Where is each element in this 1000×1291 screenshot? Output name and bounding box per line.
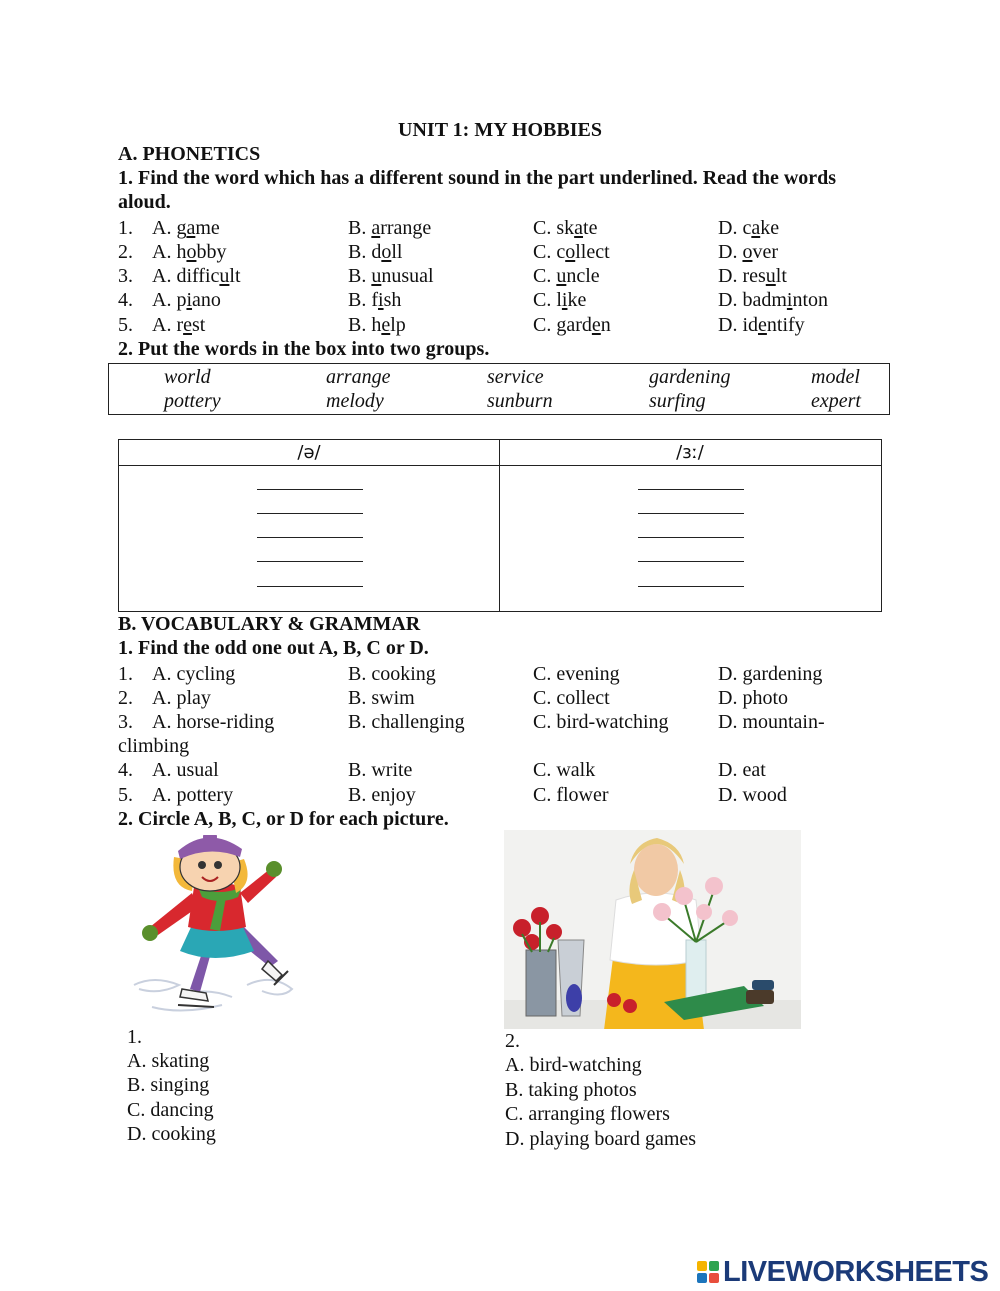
word-box-item: model [811,366,860,388]
answer-option-d[interactable]: D. badminton [718,289,829,311]
q1-instruction-line1: 1. Find the word which has a different sound in the part underlined. Read the words [118,167,837,189]
picture-2-option-a[interactable]: A. bird-watching [505,1054,642,1076]
answer-option-b[interactable]: B. unusual [348,265,434,287]
answer-option-b[interactable]: B. arrange [348,217,432,239]
question-number: 5. [118,784,133,806]
word-box-item: sunburn [487,390,553,412]
picture-1-option-a[interactable]: A. skating [127,1050,210,1072]
answer-option-a[interactable]: A. hobby [152,241,227,263]
answer-option-a[interactable]: A. horse-riding [152,711,275,733]
answer-option-b[interactable]: B. doll [348,241,403,263]
answer-option-b[interactable]: B. help [348,314,406,336]
picture-1-option-c[interactable]: C. dancing [127,1099,214,1121]
question-number: 3. [118,265,133,287]
question-number: 2. [118,687,133,709]
table-header-divider [119,465,881,466]
answer-option-c[interactable]: C. collect [533,241,610,263]
answer-option-a[interactable]: A. piano [152,289,221,311]
logo-tile [697,1261,707,1271]
answer-option-a[interactable]: A. cycling [152,663,236,685]
section-a-heading: A. PHONETICS [118,143,261,165]
answer-option-b[interactable]: B. swim [348,687,415,709]
question-number: 3. [118,711,133,733]
word-box [108,363,890,415]
answer-option-d[interactable]: D. gardening [718,663,823,685]
picture-1-number: 1. [127,1026,142,1048]
picture-1-option-d[interactable]: D. cooking [127,1123,216,1145]
logo-tile [709,1273,719,1283]
answer-option-b[interactable]: B. cooking [348,663,436,685]
answer-option-d[interactable]: D. wood [718,784,787,806]
answer-blank-er-3[interactable] [638,537,744,538]
schwa-column-header: /ə/ [297,442,321,463]
answer-option-c[interactable]: C. garden [533,314,611,336]
sound-groups-table [118,439,882,612]
picture-2-number: 2. [505,1030,520,1052]
b-q1-instruction: 1. Find the odd one out A, B, C or D. [118,637,429,659]
q2-instruction: 2. Put the words in the box into two groups. [118,338,490,360]
answer-option-b[interactable]: B. write [348,759,413,781]
b-q2-instruction: 2. Circle A, B, C, or D for each picture. [118,808,449,830]
word-box-item: world [164,366,211,388]
logo-tile [709,1261,719,1271]
continuation-text: climbing [118,735,190,757]
answer-blank-er-4[interactable] [638,561,744,562]
answer-option-a[interactable]: A. difficult [152,265,241,287]
answer-option-b[interactable]: B. enjoy [348,784,416,806]
answer-option-c[interactable]: C. bird-watching [533,711,669,733]
answer-option-a[interactable]: A. usual [152,759,219,781]
answer-option-b[interactable]: B. challenging [348,711,465,733]
answer-option-c[interactable]: C. evening [533,663,620,685]
word-box-item: expert [811,390,861,412]
er-column-header: /ɜː/ [676,442,704,463]
answer-option-d[interactable]: D. over [718,241,778,263]
answer-option-d[interactable]: D. eat [718,759,766,781]
answer-option-c[interactable]: C. skate [533,217,598,239]
answer-blank-schwa-4[interactable] [257,561,363,562]
logo-tile [697,1273,707,1283]
question-number: 2. [118,241,133,263]
q1-instruction-line2: aloud. [118,191,171,213]
answer-blank-schwa-3[interactable] [257,537,363,538]
question-number: 1. [118,217,133,239]
section-b-heading: B. VOCABULARY & GRAMMAR [118,613,421,635]
question-number: 4. [118,289,133,311]
answer-blank-schwa-2[interactable] [257,513,363,514]
question-number: 1. [118,663,133,685]
answer-option-c[interactable]: C. flower [533,784,609,806]
liveworksheets-logo-icon [697,1261,719,1283]
skating-girl-picture [122,835,310,1025]
word-box-item: melody [326,390,384,412]
picture-1-option-b[interactable]: B. singing [127,1074,210,1096]
liveworksheets-logo[interactable] [697,1257,988,1287]
picture-2-option-b[interactable]: B. taking photos [505,1079,637,1101]
question-number: 4. [118,759,133,781]
answer-option-a[interactable]: A. rest [152,314,206,336]
answer-option-c[interactable]: C. collect [533,687,610,709]
answer-option-c[interactable]: C. walk [533,759,596,781]
answer-option-d[interactable]: D. identify [718,314,805,336]
word-box-item: pottery [164,390,221,412]
arranging-flowers-picture [504,830,801,1029]
answer-blank-er-1[interactable] [638,489,744,490]
answer-option-a[interactable]: A. play [152,687,211,709]
word-box-item: gardening [649,366,731,388]
word-box-item: surfing [649,390,706,412]
answer-option-d[interactable]: D. photo [718,687,788,709]
answer-option-d[interactable]: D. mountain- [718,711,825,733]
word-box-item: service [487,366,544,388]
answer-option-d[interactable]: D. cake [718,217,780,239]
answer-option-c[interactable]: C. uncle [533,265,600,287]
answer-option-b[interactable]: B. fish [348,289,402,311]
picture-2-option-c[interactable]: C. arranging flowers [505,1103,670,1125]
word-box-item: arrange [326,366,391,388]
page-title: UNIT 1: MY HOBBIES [398,119,602,141]
answer-option-d[interactable]: D. result [718,265,787,287]
answer-option-c[interactable]: C. like [533,289,587,311]
answer-blank-er-2[interactable] [638,513,744,514]
answer-blank-schwa-1[interactable] [257,489,363,490]
answer-option-a[interactable]: A. game [152,217,220,239]
answer-blank-schwa-5[interactable] [257,586,363,587]
logo-text: LIVEWORKSHEETS [723,1255,989,1288]
picture-2-option-d[interactable]: D. playing board games [505,1128,697,1150]
question-number: 5. [118,314,133,336]
answer-blank-er-5[interactable] [638,586,744,587]
answer-option-a[interactable]: A. pottery [152,784,234,806]
